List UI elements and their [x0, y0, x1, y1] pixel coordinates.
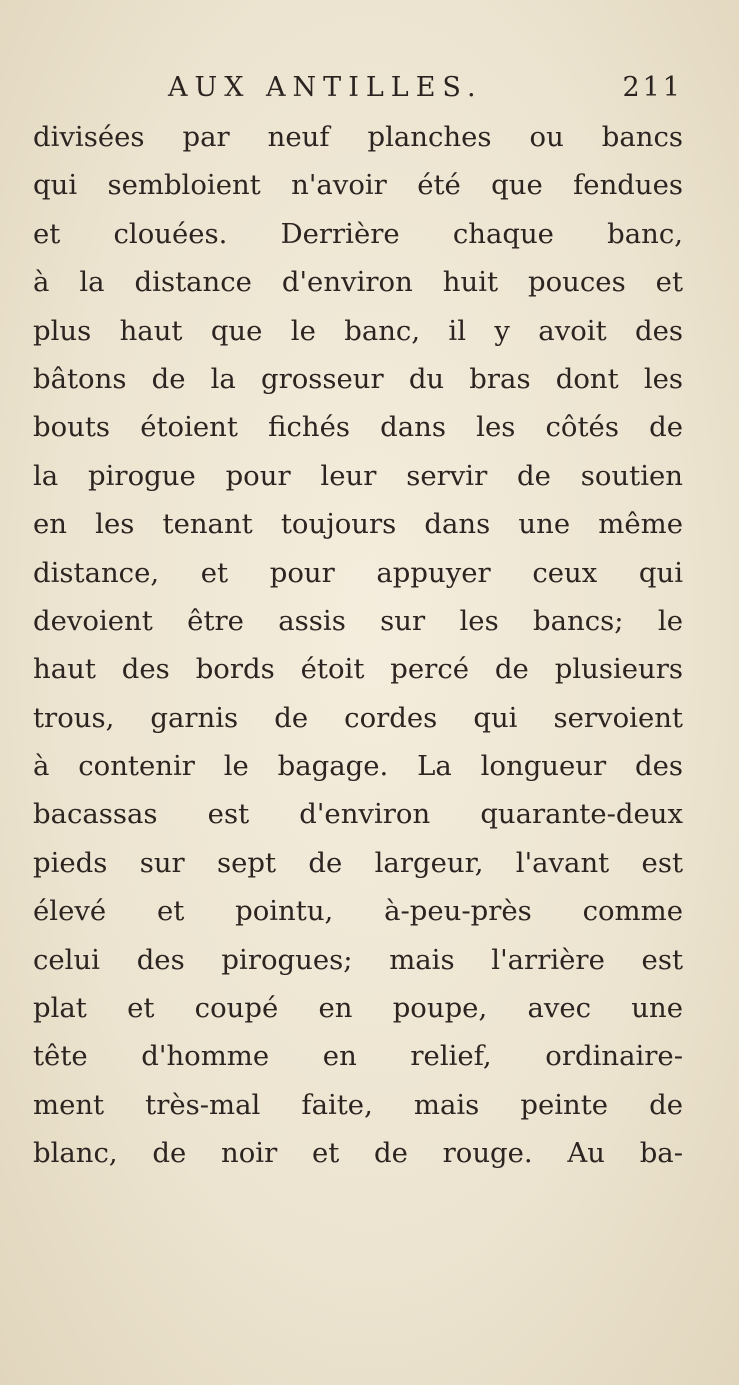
text-line: haut des bords étoit percé de plusieurs — [33, 653, 683, 686]
text-line: plus haut que le banc, il y avoit des — [33, 314, 683, 347]
text-line: qui sembloient n'avoir été que fendues — [33, 169, 683, 202]
text-line: tête d'homme en relief, ordinaire- — [33, 1040, 683, 1073]
text-line: à la distance d'environ huit pouces et — [33, 266, 683, 299]
text-line: ment très-mal faite, mais peinte de — [33, 1088, 683, 1121]
text-line: la pirogue pour leur servir de soutien — [33, 459, 683, 492]
page-number: 211 — [622, 72, 683, 103]
text-line: devoient être assis sur les bancs; le — [33, 604, 683, 637]
running-title: AUX ANTILLES. — [168, 72, 483, 103]
text-line: et clouées. Derrière chaque banc, — [33, 217, 683, 250]
text-line: distance, et pour appuyer ceux qui — [33, 556, 683, 589]
text-line: à contenir le bagage. La longueur des — [33, 750, 683, 783]
text-line: pieds sur sept de largeur, l'avant est — [33, 846, 683, 879]
text-line: celui des pirogues; mais l'arrière est — [33, 943, 683, 976]
text-line: plat et coupé en poupe, avec une — [33, 992, 683, 1025]
text-line: en les tenant toujours dans une même — [33, 508, 683, 541]
text-line: bâtons de la grosseur du bras dont les — [33, 362, 683, 395]
body-text — [33, 113, 683, 1178]
page-header — [0, 72, 739, 112]
text-line: élevé et pointu, à-peu-près comme — [33, 895, 683, 928]
text-line: bacassas est d'environ quarante-deux — [33, 798, 683, 831]
text-line: bouts étoient fichés dans les côtés de — [33, 411, 683, 444]
text-line: divisées par neuf planches ou bancs — [33, 121, 683, 153]
text-line: trous, garnis de cordes qui servoient — [33, 701, 683, 734]
text-line: blanc, de noir et de rouge. Au ba- — [33, 1137, 683, 1170]
